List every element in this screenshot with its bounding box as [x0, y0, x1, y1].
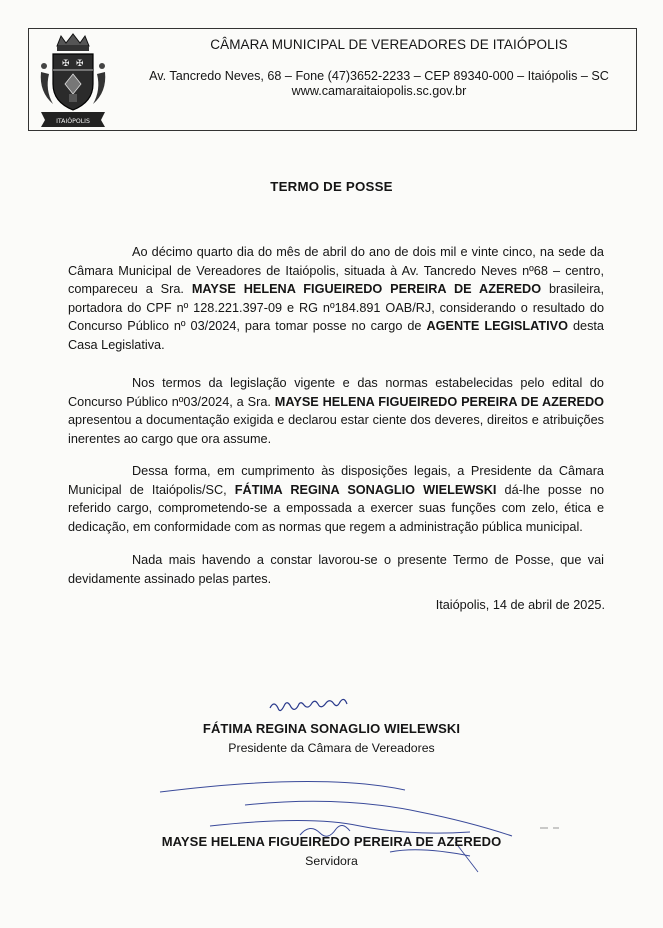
- signatory-role: Servidora: [305, 854, 358, 868]
- svg-text:✠: ✠: [76, 59, 84, 69]
- paragraph-1-text-b: brasileira, portadora do CPF nº 128.221.397-09 e RG nº184.891 OAB/RJ, considerando o resultado do Concurso Público nº 03/2024, para tomar posse no cargo de: [68, 282, 604, 333]
- president-name: FÁTIMA REGINA SONAGLIO WIELEWSKI: [234, 482, 497, 497]
- servant-signature-stroke-3: [210, 821, 470, 834]
- servant-signature-stroke-1: [160, 781, 405, 792]
- paragraph-4: Nada mais havendo a constar lavorou-se o presente Termo de Posse, que vai devidamente assinado pelas partes.: [68, 553, 604, 586]
- document-date: Itaiópolis, 14 de abril de 2025.: [435, 598, 605, 612]
- signatory-name: FÁTIMA REGINA SONAGLIO WIELEWSKI: [202, 721, 461, 736]
- paragraph-1-text-a: Ao décimo quarto dia do mês de abril do ano de dois mil e vinte cinco, na sede da Câmara Municipal de Vereadores de Itaiópolis, situada à Av. Tancredo Neves nº68 – centro, compareceu a Sra.: [68, 245, 604, 296]
- president-signature: [270, 699, 347, 710]
- svg-text:✠: ✠: [62, 59, 70, 69]
- paragraph-1-text-c: desta Casa Legislativa.: [68, 319, 604, 352]
- signature-block-president: [0, 721, 663, 755]
- coat-of-arms-icon: [35, 32, 111, 128]
- signatory-role: Presidente da Câmara de Vereadores: [228, 741, 435, 755]
- institution-name: CÂMARA MUNICIPAL DE VEREADORES DE ITAIÓPOLIS: [210, 37, 568, 52]
- signatory-name: MAYSE HELENA FIGUEIREDO PEREIRA DE AZEREDO: [161, 834, 502, 849]
- document-title: TERMO DE POSSE: [270, 179, 393, 194]
- website-link: www.camaraitaiopolis.sc.gov.br: [291, 84, 467, 98]
- appointee-name: MAYSE HELENA FIGUEIREDO PEREIRA DE AZEREDO: [274, 394, 604, 409]
- paragraph-2: [68, 374, 604, 448]
- paragraph-2-text-a: Nos termos da legislação vigente e das normas estabelecidas pelo edital do Concurso Público nº03/2024, a Sra.: [68, 376, 604, 409]
- address-line: Av. Tancredo Neves, 68 – Fone (47)3652-2233 – CEP 89340-000 – Itaiópolis – SC: [149, 69, 609, 83]
- paragraph-1: [68, 243, 604, 354]
- crest-banner-text: ITAIÓPOLIS: [56, 118, 90, 125]
- paragraph-3: [68, 462, 604, 536]
- servant-signature-stroke-2: [245, 801, 512, 836]
- letterhead-address: [125, 69, 633, 99]
- position-title: AGENTE LEGISLATIVO: [426, 319, 568, 333]
- signature-block-servant: [0, 834, 663, 868]
- paragraph-2-text-b: apresentou a documentação exigida e declarou estar ciente dos deveres, direitos e atribuições inerentes ao cargo que ora assume.: [68, 413, 604, 446]
- paragraph-3-text-a: Dessa forma, em cumprimento às disposições legais, a Presidente da Câmara Municipal de Itaiópolis/SC,: [68, 464, 604, 497]
- paragraph-3-text-b: dá-lhe posse no referido cargo, comprometendo-se a empossada a exercer suas funções com zelo, ética e dedicação, em conformidade com as normas que regem a administração pública municipal.: [68, 482, 604, 534]
- letterhead: [28, 28, 637, 131]
- appointee-name: MAYSE HELENA FIGUEIREDO PEREIRA DE AZEREDO: [191, 282, 542, 296]
